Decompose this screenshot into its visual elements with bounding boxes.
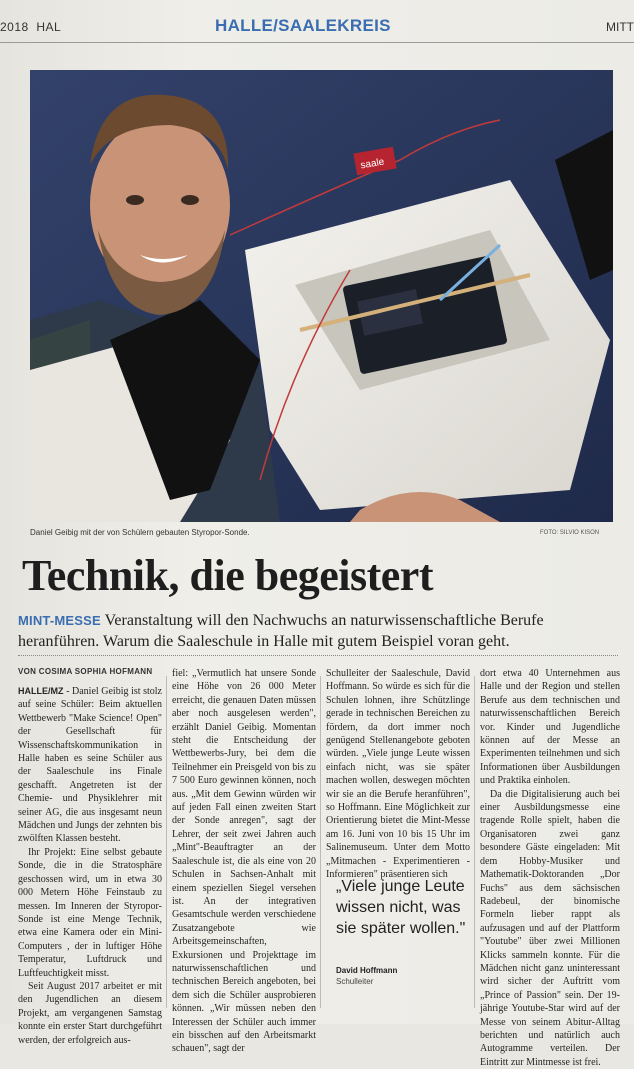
article-kicker: MINT-MESSE	[18, 613, 101, 628]
paragraph-text: - Daniel Geibig ist stolz auf seine Schüler: Beim aktuellen Wettbewerb "Make Science! Open" der Gesellschaft für Wissenschaftskommunikation in Halle haben es seine Schüler aus der Saaleschule ins Finale geschafft. Angetreten ist der Chemie- und Physiklehrer mit seiner AG, die aus insgesamt neun Mädchen und Jungs der zehnten bis zwölften Klassen besteht.	[18, 686, 162, 845]
text-column-4	[480, 667, 620, 1069]
section-title: HALLE/SAALEKREIS	[215, 16, 391, 35]
sticker-text: saale	[359, 156, 386, 172]
article-photo	[30, 70, 613, 522]
header-rule	[0, 42, 634, 43]
column-divider	[166, 676, 167, 1008]
header-date: 2018	[0, 20, 29, 34]
header-right-fragment: MITT	[606, 20, 634, 34]
paragraph: Seit August 2017 arbeitet er mit den Jugendlichen an diesem Projekt, am vergangenen Samstag konnte ein erster Start durchgeführt werden, der erfolgreich aus-	[18, 980, 162, 1046]
photo-credit: FOTO: SILVIO KISON	[540, 530, 600, 536]
text-column-3	[326, 667, 470, 882]
pull-quote: „Viele junge Leute wissen nicht, was sie später wollen."	[336, 878, 466, 937]
text-column-2	[172, 667, 316, 1056]
quote-author-role: Schulleiter	[336, 977, 374, 986]
article-deck-text: Veranstaltung will den Nachwuchs an naturwissenschaftliche Berufe heranführen. Warum die Saaleschule in Halle mit gutem Beispiel voran geht.	[18, 612, 544, 650]
paragraph: fiel: „Vermutlich hat unsere Sonde eine Höhe von 26 000 Meter erreicht, die genauen Daten müssen aber noch ausgelesen werden", erzählt Daniel Geibig. Momentan steht die Entscheidung der Wettbewerbs-Jury, bei dem die Teilnehmer ein Preisgeld von bis zu 7 500 Euro gewinnen können, noch aus. „Mit dem Gewinn würden wir auf jeden Fall einen zweiten Start der Sonde anregen", sagt der Lehrer, der seit zwei Jahren auch „Mint"-Beauftragter an der Saaleschule ist, die als eine von 20 Schulen in Sachsen-Anhalt mit einem speziellen Siegel versehen ist. An der integrativen Gesamtschule werden verschiedene Zusatzangebote wie Arbeitsgemeinschaften, Exkursionen und Projekttage im naturwissenschaftlichen und technischen Bereich angeboten, bei dem sich die Schüler ausprobieren können. „Wir müssen neben den Interessen der Schüler auch immer ein bisschen auf den Arbeitsmarkt schauen", sagt der	[172, 668, 316, 1055]
article-headline: Technik, die begeistert	[22, 551, 433, 600]
photo-illustration	[30, 70, 613, 522]
paragraph	[18, 685, 162, 846]
byline: VON COSIMA SOPHIA HOFMANN	[18, 667, 153, 676]
paragraph: Schulleiter der Saaleschule, David Hoffmann. So würde es sich für die Schulen lohnen, ihre Schützlinge gerade in technischen Bereichen zu fördern, da dort immer noch genügend Stellenangebote geboten würden. „Viele junge Leute wissen einfach nicht, was sie später machen wollen, deswegen möchten wir sie an die Berufe heranführen", so Hoffmann. Eine Möglichkeit zur Orientierung bietet die Mint-Messe am 16. Juni von 10 bis 15 Uhr im Salinemuseum. Unter dem Motto „Mitmachen - Experimentieren - Informieren" präsentieren sich	[326, 668, 470, 881]
dotted-divider	[18, 655, 618, 656]
article-deck	[18, 610, 618, 652]
quote-author: David Hoffmann	[336, 966, 398, 975]
header-date-edition	[0, 20, 61, 34]
column-divider	[320, 676, 321, 1008]
dateline: HALLE/MZ	[18, 686, 64, 696]
photo-caption: Daniel Geibig mit der von Schülern gebauten Styropor-Sonde.	[30, 528, 250, 537]
page-header	[0, 0, 634, 40]
text-column-1	[18, 685, 162, 1047]
column-divider	[474, 676, 475, 1008]
paragraph: dort etwa 40 Unternehmen aus Halle und der Region und stellen Berufe aus dem technischen und naturwissenschaftlichen Bereich vor. Kinder und Jugendliche können auf der Messe an Experimenten teilnehmen und sich Informationen über Ausbildungen und Praktika einholen.	[480, 668, 620, 787]
paragraph: Ihr Projekt: Eine selbst gebaute Sonde, die in die Stratosphäre geschossen wird, um in etwa 30 000 Metern Höhe Feinstaub zu messen. Im Inneren der Styropor-Sonde ist eine Menge Technik, etwa eine Kamera oder ein Mini-Computers , der in luftiger Höhe Temperatur, Luftdruck und Luftfeuchtigkeit misst.	[18, 846, 162, 979]
header-edition: HAL	[36, 20, 62, 34]
paragraph: Da die Digitalisierung auch bei einer Ausbildungsmesse eine tragende Rolle spielt, haben die Organisatoren zwei ganz besondere Gäste eingeladen: Mit dem Hobby-Musiker und Mathematik-Doktoranden „Dor Fuchs" aus dem sächsischen Radebeul, der binomische Formeln lieber rappt als aufzusagen und auf der Plattform "Youtube" über zwei Millionen Klicks sammeln konnte. Für die Mädchen nicht ganz uninteressant wird sicher der Auftritt vom „Prince of Passion" sein. Der 19-jährige Youtube-Star wird auf der Messe von seinem Abitur-Alltag berichten und natürlich auch Autogramme verteilen. Der Eintritt zur Mintmesse ist frei.	[480, 788, 620, 1068]
